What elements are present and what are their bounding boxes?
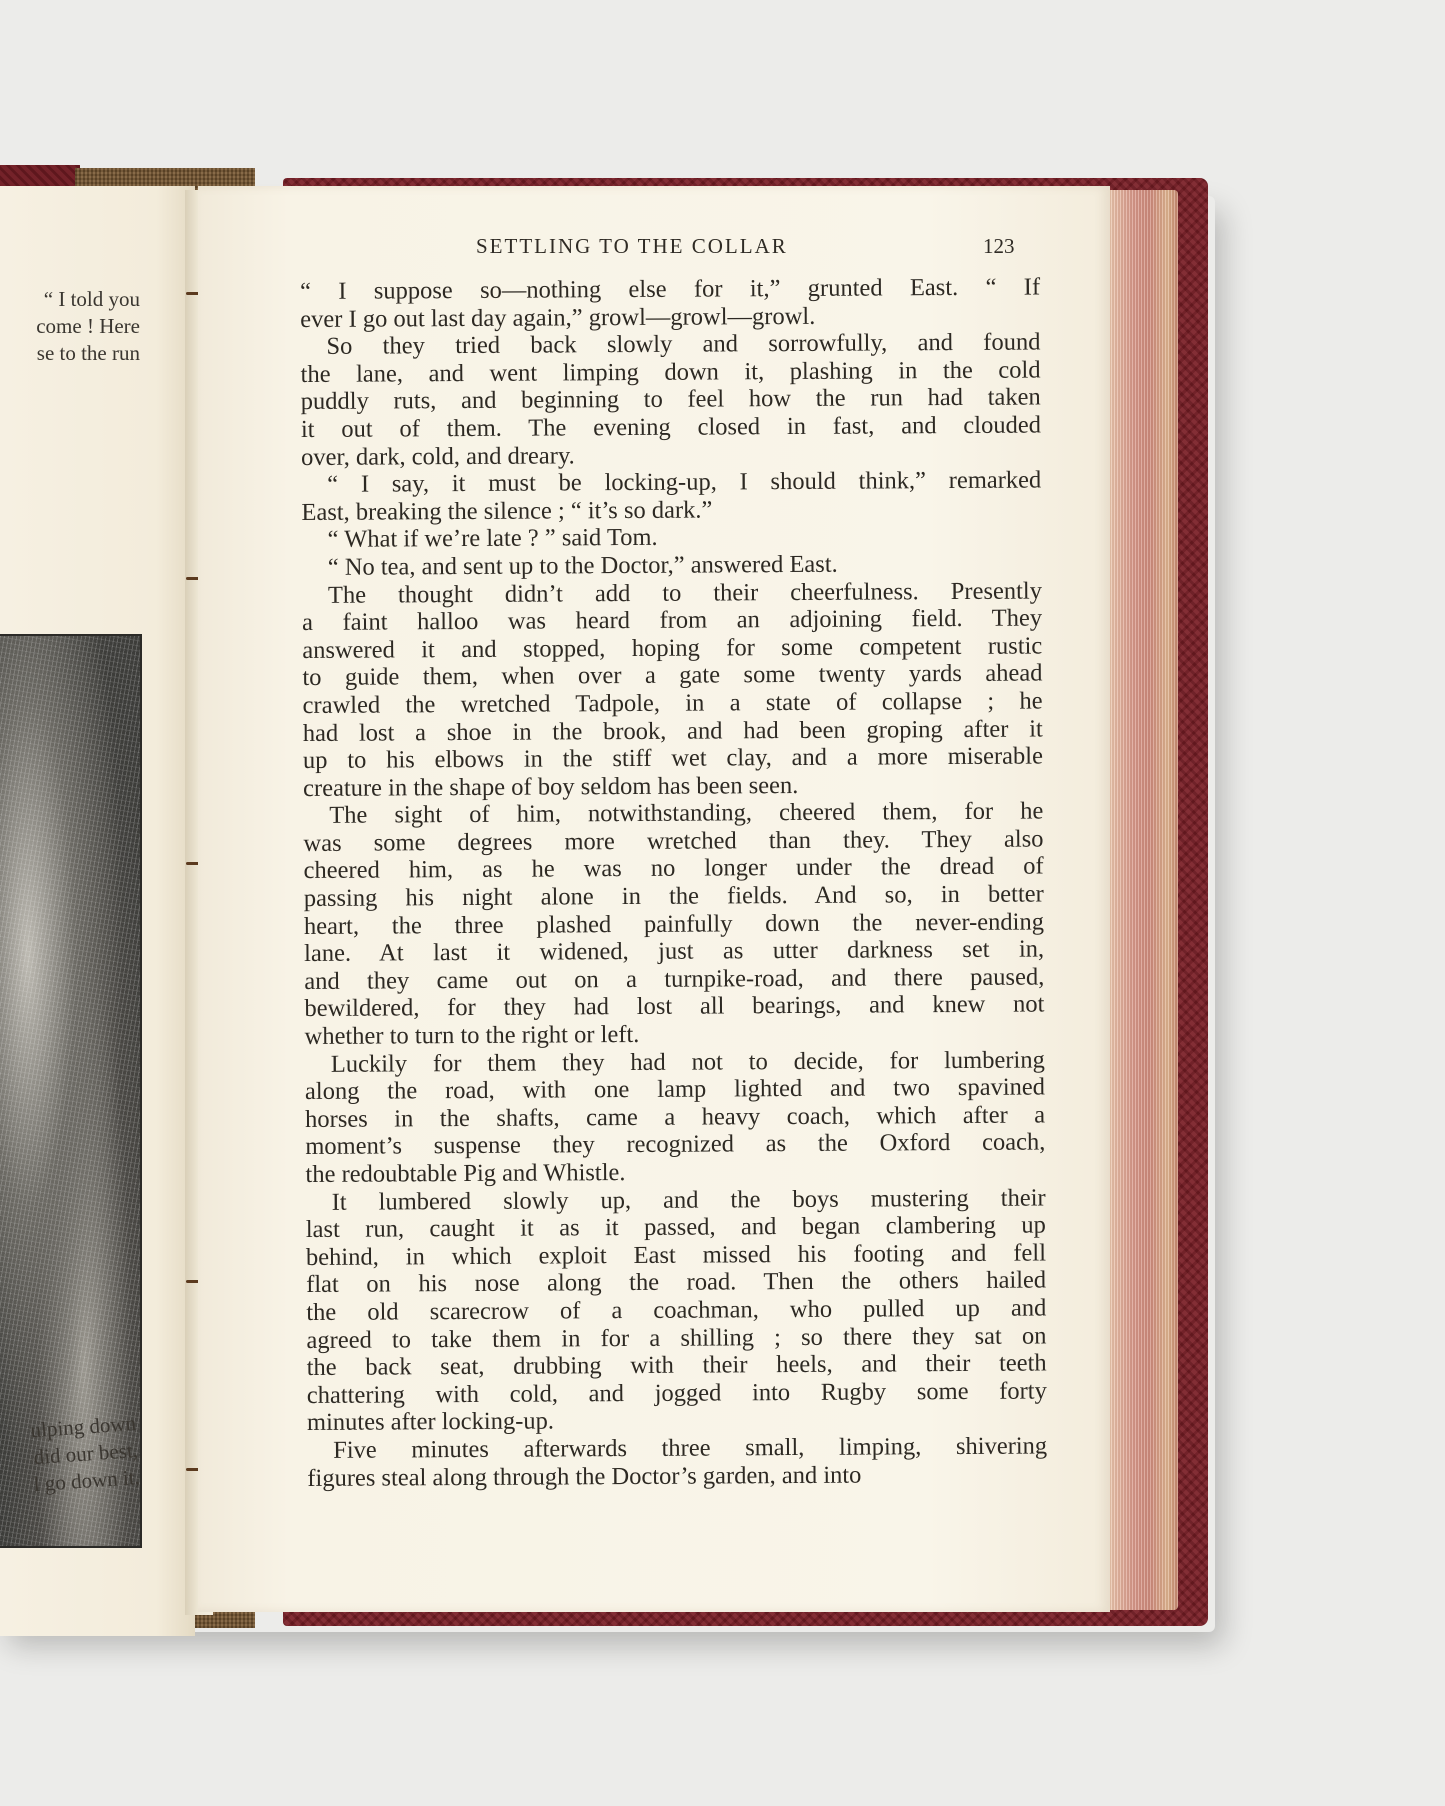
text-line: over, dark, cold, and dreary.: [301, 441, 575, 471]
left-text-line: did our best,: [32, 1437, 139, 1470]
text-line: last run, caught it as it passed, and began clambering up: [305, 1211, 1046, 1244]
text-line: ever I go out last day again,” growl—growl—growl.: [300, 302, 816, 333]
text-line: answered it and stopped, hoping for some competent rustic: [302, 632, 1043, 664]
left-text-line: “ I told you: [43, 287, 140, 311]
left-page-top-text: [0, 286, 140, 367]
text-line: lane. At last it widened, just as utter darkness set in,: [304, 935, 1045, 968]
text-line: agreed to take them in for a shilling ; so there they sat on: [306, 1322, 1047, 1354]
page-number: 123: [983, 234, 1015, 258]
text-line: Five minutes afterwards three small, limping, shivering: [333, 1432, 1048, 1464]
text-line: passing his night alone in the fields. And so, in better: [303, 880, 1044, 913]
left-text-line: l go down it,: [32, 1464, 141, 1497]
text-line: a faint halloo was heard from an adjoining field. They: [302, 604, 1043, 637]
text-line: along the road, with one lamp lighted and two spavined: [304, 1073, 1046, 1106]
left-text-line: se to the run: [36, 341, 140, 365]
text-line: “ I suppose so—nothing else for it,” grunted East. “ If: [300, 273, 1041, 305]
text-line: up to his elbows in the stiff wet clay, and a more miserable: [302, 742, 1044, 775]
text-line: cheered him, as he was no longer under the dread of: [303, 852, 1044, 885]
text-line: whether to turn to the right or left.: [304, 1020, 640, 1051]
text-line: it out of them. The evening closed in fast, and clouded: [300, 411, 1041, 443]
text-line: crawled the wretched Tadpole, in a state of collapse ; he: [302, 687, 1043, 719]
text-line: was some degrees more wretched than they. They also: [303, 825, 1044, 857]
text-line: heart, the three plashed painfully down the never-ending: [303, 908, 1045, 940]
text-line: The thought didn’t add to their cheerfulness. Presently: [327, 577, 1043, 609]
text-line: horses in the shafts, came a heavy coach, which after a: [305, 1101, 1046, 1133]
text-line: “ No tea, and sent up to the Doctor,” answered East.: [327, 550, 838, 581]
text-line: figures steal along through the Doctor’s garden, and into: [307, 1461, 862, 1492]
text-line: puddly ruts, and beginning to feel how the run had taken: [300, 383, 1041, 416]
text-line: chattering with cold, and jogged into Rugby some forty: [306, 1377, 1047, 1409]
left-page-bottom-text: [0, 1410, 140, 1500]
text-line: creature in the shape of boy seldom has been seen.: [303, 771, 799, 802]
text-line: moment’s suspense they recognized as the Oxford coach,: [305, 1128, 1046, 1161]
text-line: and they came out on a turnpike-road, and there paused,: [304, 963, 1045, 995]
text-line: flat on his nose along the road. Then the others hailed: [306, 1266, 1047, 1299]
text-line: “ I say, it must be locking-up, I should think,” remarked: [327, 466, 1042, 498]
left-page: [0, 186, 195, 1636]
marbled-fore-edge: [1108, 190, 1178, 1610]
text-line: the lane, and went limping down it, plashing in the cold: [300, 356, 1041, 388]
text-line: So they tried back slowly and sorrowfully, and found: [326, 328, 1041, 361]
left-text-line: come ! Here: [36, 314, 140, 338]
text-line: minutes after locking-up.: [306, 1407, 555, 1437]
left-text-line: ulping down: [29, 1410, 137, 1443]
page-body-text: [300, 273, 1047, 1492]
running-head: SETTLING TO THE COLLAR: [476, 234, 788, 258]
text-line: Luckily for them they had not to decide, for lumbering: [330, 1046, 1045, 1078]
text-line: had lost a shoe in the brook, and had been groping after it: [302, 714, 1043, 747]
text-line: the redoubtable Pig and Whistle.: [305, 1159, 626, 1188]
text-line: “ What if we’re late ? ” said Tom.: [327, 524, 658, 554]
text-line: the back seat, drubbing with their heels, and their teeth: [306, 1349, 1047, 1382]
text-line: to guide them, when over a gate some twenty yards ahead: [302, 659, 1043, 692]
text-line: East, breaking the silence ; “ it’s so dark.”: [301, 496, 713, 526]
text-line: bewildered, for they had lost all bearings, and knew not: [304, 990, 1045, 1023]
text-line: It lumbered slowly up, and the boys mustering their: [331, 1184, 1046, 1216]
text-line: The sight of him, notwithstanding, cheered them, for he: [329, 797, 1044, 830]
text-line: the old scarecrow of a coachman, who pulled up and: [306, 1294, 1047, 1326]
text-line: behind, in which exploit East missed his footing and fell: [305, 1239, 1047, 1271]
